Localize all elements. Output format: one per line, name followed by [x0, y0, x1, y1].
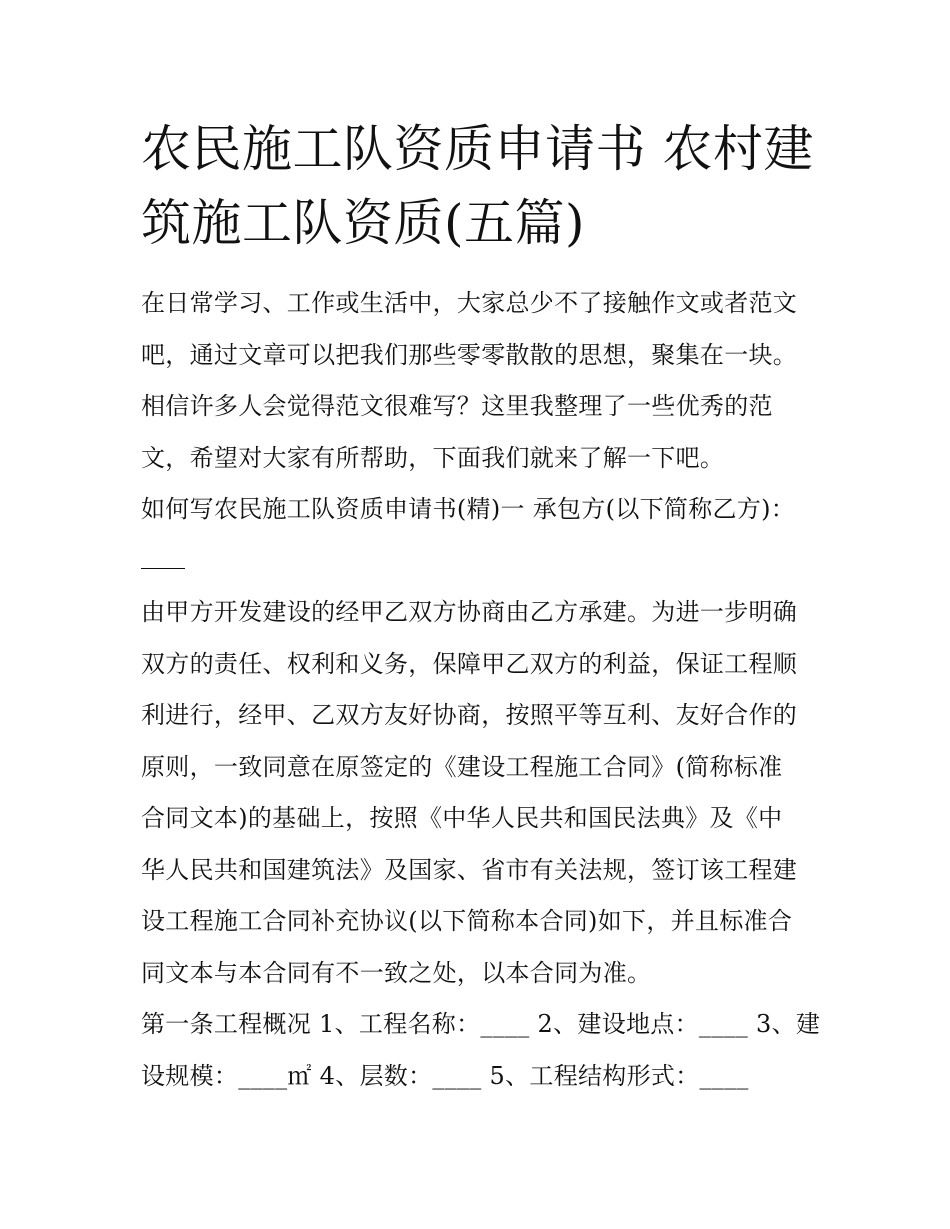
paragraph-line: 相信许多人会觉得范文很难写？这里我整理了一些优秀的范: [141, 392, 773, 420]
fill-in-blank: [141, 536, 821, 588]
paragraph-line: 设工程施工合同补充协议(以下简称本合同)如下，并且标准合: [141, 907, 793, 935]
paragraph-line: 同文本与本合同有不一致之处，以本合同为准。: [141, 958, 652, 987]
paragraph-line: 原则，一致同意在原签定的《建设工程施工合同》(简称标准: [141, 752, 783, 781]
paragraph-line: 由甲方开发建设的经甲乙双方协商由乙方承建。为进一步明确: [141, 598, 798, 626]
project-overview-paragraph: [141, 999, 821, 1102]
paragraph-line: 利进行，经甲、乙双方友好协商，按照平等互利、友好合作的: [141, 701, 798, 729]
paragraph-line: 吧，通过文章可以把我们那些零零散散的思想，聚集在一块。: [141, 340, 798, 369]
contract-heading-paragraph: [141, 484, 821, 587]
contract-body-paragraph: [141, 587, 821, 999]
document-content: [141, 112, 821, 1102]
blank-underline: [141, 548, 185, 569]
document-title: [141, 112, 821, 260]
paragraph-line: 华人民共和国建筑法》及国家、省市有关法规，签订该工程建: [141, 855, 798, 884]
title-line: 农民施工队资质申请书 农村建: [141, 120, 814, 178]
paragraph-line: 合同文本)的基础上，按照《中华人民共和国民法典》及《中: [141, 804, 783, 832]
title-line: 筑施工队资质(五篇): [141, 194, 586, 252]
paragraph-line: 双方的责任、权利和义务，保障甲乙双方的利益，保证工程顺: [141, 649, 798, 678]
paragraph-line: 第一条工程概况 1、工程名称：____ 2、建设地点：____ 3、建: [141, 1010, 821, 1038]
paragraph-line: 在日常学习、工作或生活中，大家总少不了接触作文或者范文: [141, 289, 798, 317]
paragraph-line: 文，希望对大家有所帮助，下面我们就来了解一下吧。: [141, 443, 725, 472]
paragraph-line: 如何写农民施工队资质申请书(精)一 承包方(以下简称乙方)：: [141, 495, 796, 523]
intro-paragraph: [141, 278, 821, 484]
paragraph-line: 设规模：____㎡ 4、层数：____ 5、工程结构形式：____: [141, 1061, 749, 1090]
